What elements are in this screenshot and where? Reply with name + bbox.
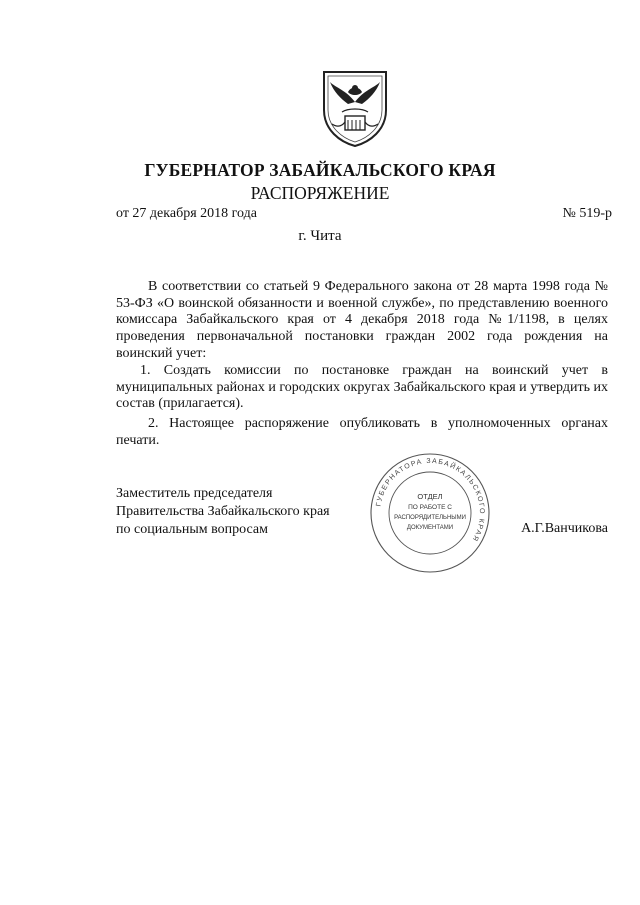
document-date: от 27 декабря 2018 года xyxy=(116,206,257,221)
signer-position xyxy=(116,485,330,539)
order-item-1: 1. Создать комиссии по постановке граждан на воинский учет в муниципальных районах и городских округах Забайкальского края и утвердить их состав (прилагается). xyxy=(116,363,608,412)
intro-paragraph: В соответствии со статьей 9 Федерального закона от 28 марта 1998 года № 53-ФЗ «О воинской обязанности и военной службе», по представлению военного комиссара Забайкальского края от 4 декабря 2018 года №1/1198, в целях проведения первоначальной постановки граждан 2002 года рождения на воинский учет: xyxy=(116,279,608,361)
stamp-inner-line-3: РАСПОРЯДИТЕЛЬНЫМИ xyxy=(394,515,466,521)
signer-name: А.Г.Ванчикова xyxy=(521,521,608,536)
document-type: РАСПОРЯЖЕНИЕ xyxy=(250,183,390,203)
stamp-outer-text: ГУБЕРНАТОРА ЗАБАЙКАЛЬСКОГО КРАЯ xyxy=(375,457,486,543)
stamp-inner-line-1: ОТДЕЛ xyxy=(417,492,443,501)
official-stamp xyxy=(368,451,492,575)
signer-position-line-1: Заместитель председателя xyxy=(116,486,273,501)
order-item-2: 2. Настоящее распоряжение опубликовать в уполномоченных органах печати. xyxy=(116,416,608,448)
stamp-inner-line-2: ПО РАБОТЕ С xyxy=(408,504,452,511)
signer-position-line-3: по социальным вопросам xyxy=(116,522,268,537)
stamp-inner-line-4: ДОКУМЕНТАМИ xyxy=(406,525,454,531)
document-city: г. Чита xyxy=(298,228,342,244)
document-number: № 519-р xyxy=(562,206,612,221)
coat-of-arms-icon xyxy=(318,68,392,148)
signer-position-line-2: Правительства Забайкальского края xyxy=(116,504,330,519)
document-authority-title: ГУБЕРНАТОР ЗАБАЙКАЛЬСКОГО КРАЯ xyxy=(144,160,496,180)
